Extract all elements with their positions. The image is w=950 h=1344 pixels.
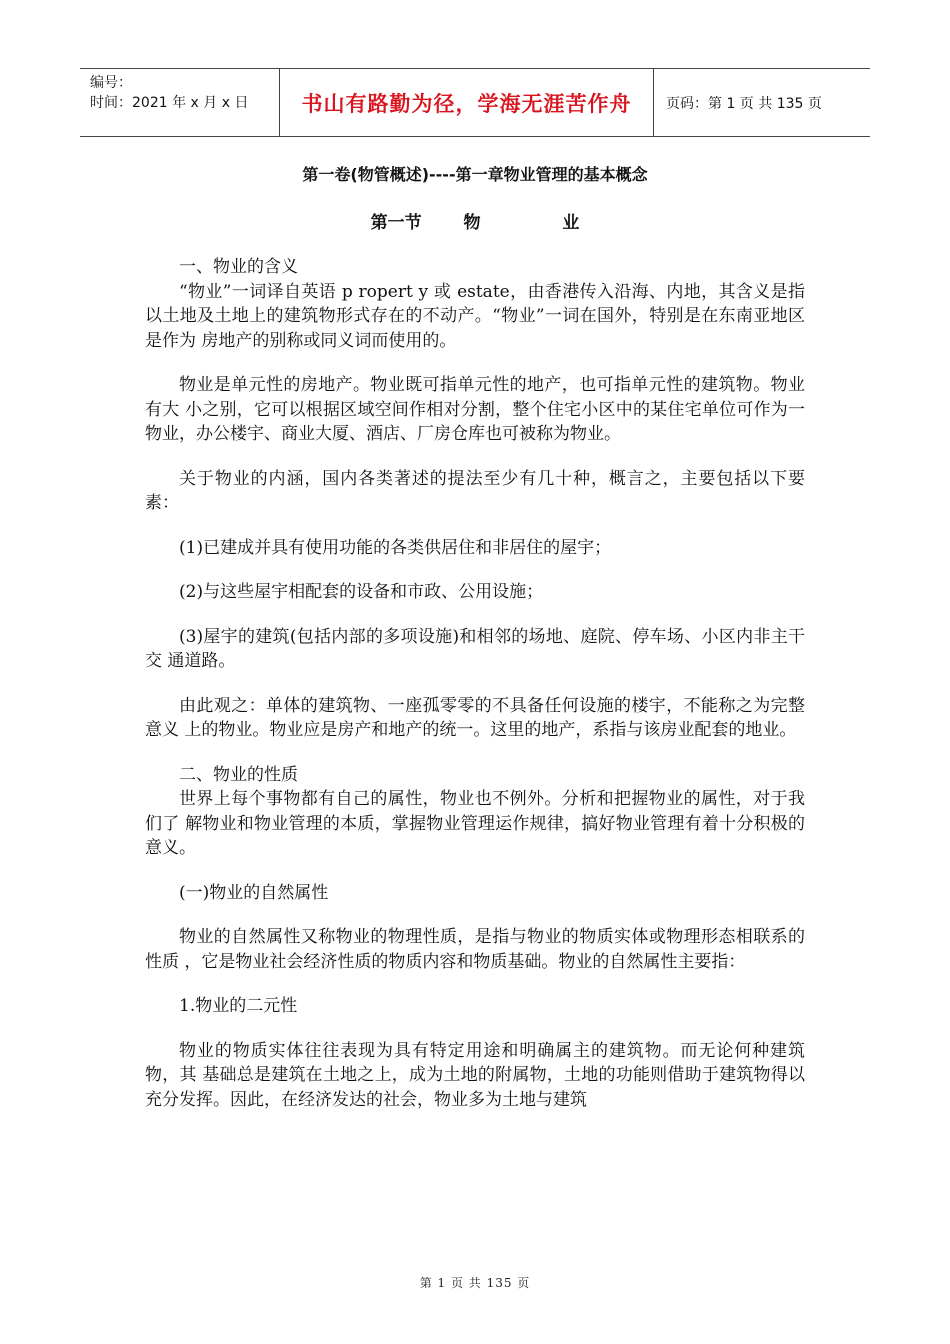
paragraph: 物业是单元性的房地产。物业既可指单元性的地产，也可指单元性的建筑物。物业有大 小之别，它可以根据区域空间作相对分割，整个住宅小区中的某住宅单位可作为一物业，办公楼宇、商业大厦、酒店、厂房仓库也可被称为物业。 bbox=[145, 375, 805, 444]
section-word-1: 物 bbox=[463, 213, 481, 233]
paragraph: 由此观之：单体的建筑物、一座孤零零的不具备任何设施的楼宇，不能称之为完整意义 上的物业。物业应是房产和地产的统一。这里的地产，系指与该房业配套的地业。 bbox=[145, 695, 805, 740]
document-body bbox=[145, 255, 805, 1112]
paragraph: “物业”一词译自英语 p ropert y 或 estate，由香港传入沿海、内地，其含义是指以土地及土地上的建筑物形式存在的不动产。“物业”一词在国外，特别是在东南亚地区是作为 房地产的别称或同义词而使用的。 bbox=[145, 281, 805, 351]
document-header bbox=[80, 68, 870, 137]
subheading-natural: (一)物业的自然属性 bbox=[179, 882, 329, 903]
number-label: 编号： bbox=[90, 75, 132, 91]
chapter-title: 第一卷(物管概述)----第一章物业管理的基本概念 bbox=[302, 165, 648, 184]
list-item: (2)与这些屋宇相配套的设备和市政、公用设施； bbox=[179, 582, 544, 602]
header-meta bbox=[80, 69, 280, 136]
paragraph: 世界上每个事物都有自己的属性，物业也不例外。分析和把握物业的属性，对于我们了 解物业和物业管理的本质，掌握物业管理运作规律，搞好物业管理有着十分积极的意义。 bbox=[145, 789, 805, 858]
heading-meaning: 一、物业的含义 bbox=[179, 257, 298, 277]
paragraph: 物业的自然属性又称物业的物理性质，是指与物业的物质实体或物理形态相联系的性质 ，它是物业社会经济性质的物质内容和物质基础。物业的自然属性主要指： bbox=[145, 927, 805, 972]
page-footer: 第 1 页 共 135 页 bbox=[419, 1276, 531, 1290]
subheading-duality: 1.物业的二元性 bbox=[179, 996, 298, 1016]
header-motto: 书山有路勤为径，学海无涯苦作舟 bbox=[280, 69, 654, 136]
paragraph: 关于物业的内涵，国内各类著述的提法至少有几十种，概言之，主要包括以下要素： bbox=[145, 468, 805, 513]
section-word-2: 业 bbox=[562, 213, 580, 233]
list-item: (3)屋宇的建筑(包括内部的多项设施)和相邻的场地、庭院、停车场、小区内非主干交 通道路。 bbox=[145, 626, 805, 671]
paragraph: 物业的物质实体往往表现为具有特定用途和明确属主的建筑物。而无论何种建筑物，其 基础总是建筑在土地之上，成为土地的附属物，土地的功能则借助于建筑物得以充分发挥。因此，在经济发达的社会，物业多为土地与建筑 bbox=[145, 1040, 805, 1110]
header-page-info: 页码：第 1 页 共 135 页 bbox=[666, 95, 822, 112]
time-label: 时间：2021 年 x 月 x 日 bbox=[90, 95, 249, 111]
section-title bbox=[0, 208, 950, 233]
list-item: (1)已建成并具有使用功能的各类供居住和非居住的屋宇； bbox=[179, 537, 612, 558]
section-label: 第一节 bbox=[370, 213, 422, 233]
heading-nature: 二、物业的性质 bbox=[179, 764, 298, 785]
